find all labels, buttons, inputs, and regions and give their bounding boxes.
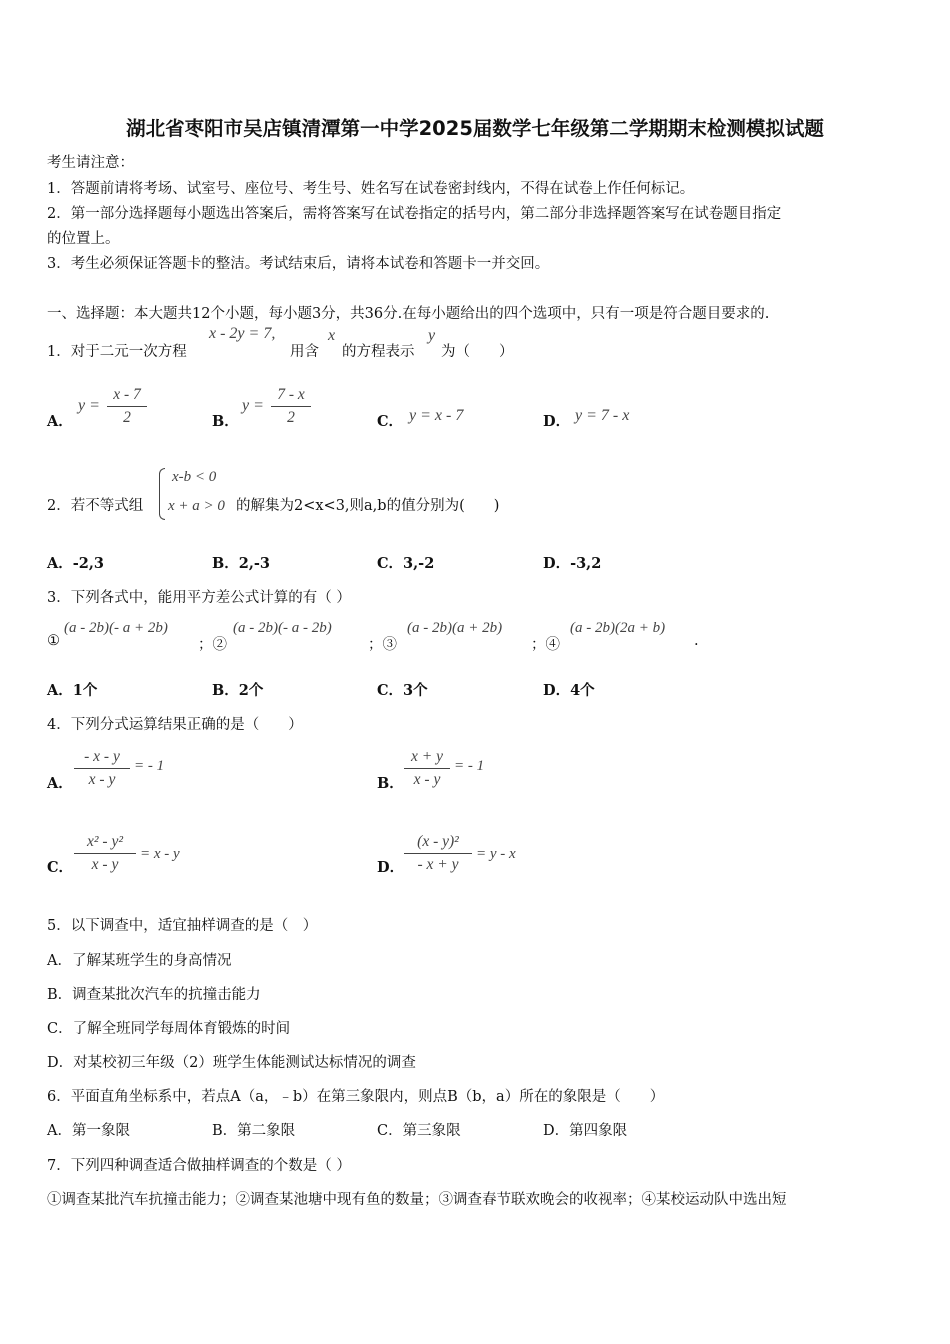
- q1-equation: x - 2y = 7,: [209, 325, 276, 342]
- q4-option-c-numerator: x² - y²: [87, 833, 123, 850]
- q6-stem: 6．平面直角坐标系中，若点A（a，﹣b）在第三象限内，则点B（b，a）所在的象限是（ ）: [47, 1089, 665, 1105]
- notice-heading: 考生请注意：: [47, 155, 134, 171]
- q3-option-a: A．1个: [47, 682, 98, 699]
- q5-option-b: B．调查某批次汽车的抗撞击能力: [47, 987, 261, 1003]
- q4-option-d-denominator: - x + y: [417, 856, 459, 873]
- q4-option-b-fraction: [404, 746, 450, 791]
- q5-option-c: C．了解全班同学每周体育锻炼的时间: [47, 1021, 291, 1037]
- notice-item-1: 1．答题前请将考场、试室号、座位号、考生号、姓名写在试卷密封线内，不得在试卷上作任何标记。: [47, 181, 695, 197]
- q2-option-a: A．-2,3: [47, 555, 104, 572]
- q3-expr-3: (a - 2b)(a + 2b): [407, 620, 503, 636]
- q1-option-b-numerator: 7 - x: [277, 386, 305, 403]
- q3-expr-2: (a - 2b)(- a - 2b): [233, 620, 332, 636]
- q4-option-b-denominator: x - y: [413, 771, 441, 788]
- q3-option-d: D．4个: [543, 682, 595, 699]
- q1-option-a-label: A．: [47, 413, 73, 430]
- q1-option-a-numerator: x - 7: [113, 386, 141, 403]
- q6-option-a: A．第一象限: [47, 1123, 130, 1139]
- q5-stem: 5．以下调查中，适宜抽样调查的是（ ）: [47, 918, 318, 934]
- q3-option-c: C．3个: [377, 682, 428, 699]
- q1-option-d-expr: y = 7 - x: [575, 407, 630, 424]
- q1-stem-pre: 1．对于二元一次方程: [47, 344, 187, 360]
- q4-stem: 4．下列分式运算结果正确的是（ ）: [47, 717, 303, 733]
- q2-inequality-1: x-b < 0: [172, 469, 217, 485]
- q1-option-c-label: C．: [377, 413, 404, 430]
- q7-stem: 7．下列四种调查适合做抽样调查的个数是（ ）: [47, 1158, 351, 1174]
- q4-option-b-label: B．: [377, 775, 404, 792]
- notice-item-3: 3．考生必须保证答题卡的整洁。考试结束后，请将本试卷和答题卡一并交回。: [47, 256, 550, 272]
- q3-sep-2: ；③: [368, 637, 397, 653]
- q4-option-a-rhs: = - 1: [134, 758, 165, 774]
- q2-option-d: D．-3,2: [543, 555, 602, 572]
- q1-option-b-denominator: 2: [287, 409, 295, 426]
- q3-end: .: [694, 633, 699, 649]
- q4-option-a-denominator: x - y: [88, 771, 116, 788]
- q4-option-a-fraction: [74, 746, 130, 791]
- q4-option-c-denominator: x - y: [91, 856, 119, 873]
- q6-option-c: C．第三象限: [377, 1123, 461, 1139]
- q4-option-d-fraction: [404, 831, 472, 876]
- q4-option-d-label: D．: [377, 859, 405, 876]
- q1-option-d-label: D．: [543, 413, 571, 430]
- q6-option-d: D．第四象限: [543, 1123, 628, 1139]
- q2-option-c: C．3,-2: [377, 555, 435, 572]
- q4-option-c-label: C．: [47, 859, 74, 876]
- q3-sep-1: ；②: [198, 637, 227, 653]
- q3-option-b: B．2个: [212, 682, 264, 699]
- q2-stem-post: 的解集为2<x<3,则a,b的值分别为( ): [236, 498, 500, 514]
- q1-option-a-lhs: y =: [78, 397, 100, 414]
- q4-option-c-rhs: = x - y: [140, 846, 180, 862]
- notice-item-2-cont: 的位置上。: [47, 231, 120, 247]
- q1-stem-mid2: 的方程表示: [342, 344, 415, 360]
- q6-option-b: B．第二象限: [212, 1123, 296, 1139]
- q2-option-b: B．2,-3: [212, 555, 270, 572]
- system-brace: [159, 468, 165, 520]
- q1-var-x: x: [328, 327, 336, 344]
- q4-option-b-rhs: = - 1: [454, 758, 485, 774]
- q3-stem: 3．下列各式中，能用平方差公式计算的有（ ）: [47, 590, 351, 606]
- q3-sep-3: ；④: [531, 637, 560, 653]
- q1-option-b-fraction: [271, 384, 311, 429]
- q7-items: ①调查某批汽车抗撞击能力；②调查某池塘中现有鱼的数量；③调查春节联欢晚会的收视率；④某校运动队中选出短: [47, 1192, 787, 1208]
- q1-option-c-expr: y = x - 7: [409, 407, 464, 424]
- q5-option-d: D．对某校初三年级（2）班学生体能测试达标情况的调查: [47, 1055, 416, 1071]
- q3-circle-1: ①: [47, 633, 60, 649]
- q1-option-b-label: B．: [212, 413, 239, 430]
- q4-option-d-numerator: (x - y)²: [417, 833, 459, 850]
- q4-option-a-numerator: - x - y: [84, 748, 120, 765]
- q2-inequality-2: x + a > 0: [168, 498, 225, 514]
- q5-option-a: A．了解某班学生的身高情况: [47, 953, 232, 969]
- q1-var-y: y: [428, 327, 436, 344]
- q1-option-a-denominator: 2: [123, 409, 131, 426]
- q4-option-c-fraction: [74, 831, 136, 876]
- q3-expr-4: (a - 2b)(2a + b): [570, 620, 666, 636]
- q2-stem-pre: 2．若不等式组: [47, 498, 144, 514]
- q3-expr-1: (a - 2b)(- a + 2b): [64, 620, 168, 636]
- q1-stem-post: 为（ ）: [441, 344, 514, 360]
- section-heading: 一、选择题：本大题共12个小题，每小题3分，共36分.在每小题给出的四个选项中，只有一项是符合题目要求的.: [47, 306, 770, 322]
- q1-stem-mid1: 用含: [290, 344, 319, 360]
- q4-option-b-numerator: x + y: [411, 748, 443, 765]
- notice-item-2: 2．第一部分选择题每小题选出答案后，需将答案写在试卷指定的括号内，第二部分非选择题答案写在试卷题目指定: [47, 206, 782, 222]
- q1-option-b-lhs: y =: [242, 397, 264, 414]
- q1-option-a-fraction: [107, 384, 147, 429]
- q4-option-a-label: A．: [47, 775, 73, 792]
- q4-option-d-rhs: = y - x: [476, 846, 516, 862]
- page-title: 湖北省枣阳市吴店镇清潭第一中学2025届数学七年级第二学期期末检测模拟试题: [126, 117, 824, 140]
